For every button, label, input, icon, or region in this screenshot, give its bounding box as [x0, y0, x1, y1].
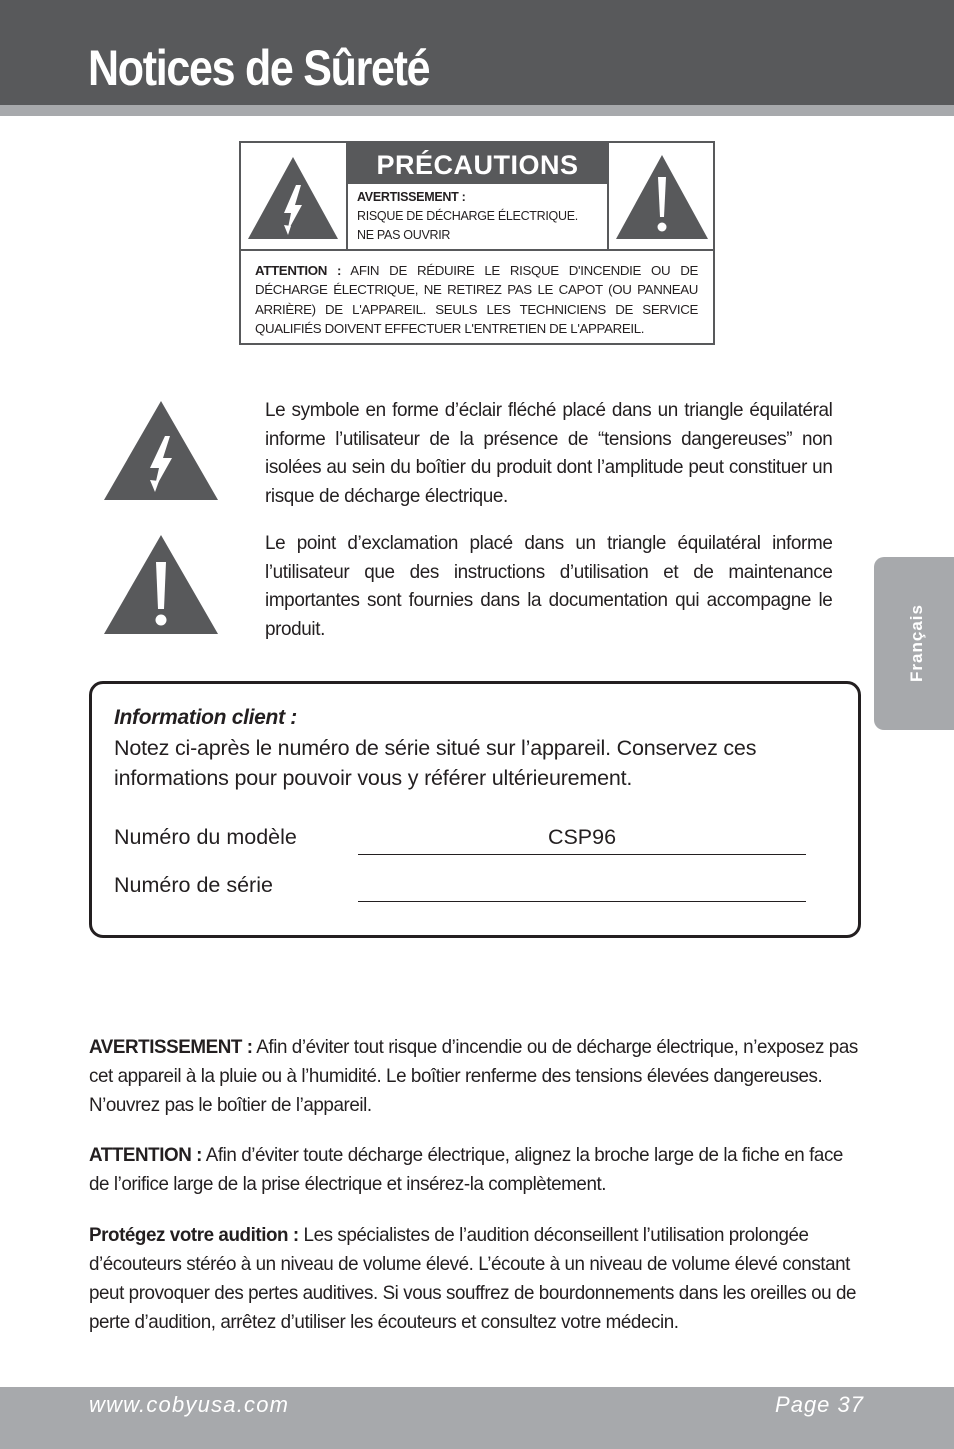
notice-warning-text: Afin d’éviter tout risque d’incendie ou de décharge électrique, n’exposez pas cet appareil à la pluie ou à l’humidité. Le boîtier renferme des tensions élevées dangereuses. N’ouvrez pas le boîtier de l’appareil.: [89, 1036, 858, 1116]
lightning-triangle-icon: [246, 155, 340, 241]
precaution-attention: [255, 261, 698, 339]
notice-hearing-text: Les spécialistes de l’audition déconseillent l’utilisation prolongée d’écouteurs stéréo à un niveau de volume élevé. L’écoute à un niveau de volume élevé constant peut provoquer des pertes auditives. Si vous souffrez de bourdonnements dans les oreilles ou de perte d’audition, arrêtez d’utiliser les écouteurs et consultez votre médecin.: [89, 1224, 857, 1333]
precaution-exclamation-cell: [607, 143, 715, 251]
notice-hearing-label: Protégez votre audition :: [89, 1224, 299, 1246]
notice-attention-text: Afin d’éviter toute décharge électrique, alignez la broche large de la fiche en face de l’orifice large de la prise électrique et insérez-la complètement.: [89, 1144, 843, 1195]
footer-page-number: Page 37: [775, 1392, 864, 1417]
notice-warning: [89, 1033, 861, 1120]
notice-warning-label: AVERTISSEMENT :: [89, 1036, 253, 1058]
page-title: Notices de Sûreté: [88, 40, 430, 96]
customer-info-box: [89, 681, 861, 938]
notice-hearing: [89, 1221, 861, 1337]
precaution-warning: [348, 184, 607, 251]
footer-bar: [0, 1387, 954, 1449]
lightning-symbol-description: Le symbole en forme d’éclair fléché placé dans un triangle équilatéral informe l’utilisateur de la présence de “tensions dangereuses” non isolées au sein du boîtier du produit dont l’amplitude peut constituer un risque de décharge électrique.: [265, 399, 833, 507]
exclamation-triangle-icon: [614, 153, 710, 241]
precaution-warning-title: AVERTISSEMENT :: [357, 190, 466, 204]
exclamation-triangle-icon: [104, 534, 218, 634]
precaution-warning-line2: NE PAS OUVRIR: [357, 228, 451, 242]
model-number-label: Numéro du modèle: [114, 825, 297, 849]
footer-website-link[interactable]: www.cobyusa.com: [89, 1392, 290, 1417]
model-number-line: [358, 854, 806, 855]
precaution-heading: PRÉCAUTIONS: [348, 143, 607, 184]
serial-number-label: Numéro de série: [114, 873, 273, 897]
precaution-attention-label: ATTENTION :: [255, 263, 342, 278]
notice-attention-label: ATTENTION :: [89, 1144, 202, 1166]
precaution-warning-line1: RISQUE DE DÉCHARGE ÉLECTRIQUE.: [357, 209, 578, 223]
serial-number-line: [358, 901, 806, 902]
language-tab[interactable]: [874, 557, 954, 730]
customer-info-description: Notez ci-après le numéro de série situé sur l’appareil. Conservez ces informations pour pouvoir vous y référer ultérieurement.: [114, 736, 757, 790]
customer-info-title: Information client :: [114, 706, 298, 729]
precaution-attention-text: AFIN DE RÉDUIRE LE RISQUE D'INCENDIE OU DE DÉCHARGE ÉLECTRIQUE, NE RETIREZ PAS LE CAPOT (OU PANNEAU ARRIÈRE) DE L'APPAREIL. SEULS LES TECHNICIENS DE SERVICE QUALIFIÉS DOIVENT EFFECTUER L'ENTRETIEN DE L'APPAREIL.: [255, 263, 698, 337]
exclamation-symbol-description: Le point d’exclamation placé dans un triangle équilatéral informe l’utilisateur que des instructions d’utilisation et de maintenance importantes sont fournies dans la documentation qui accompagne le produit.: [265, 532, 833, 640]
model-number-value: CSP96: [547, 825, 617, 849]
header-rule: [0, 105, 954, 116]
precaution-label: [239, 141, 715, 345]
precaution-lightning-cell: [241, 143, 348, 251]
language-tab-label: Français: [907, 604, 926, 682]
notice-attention: [89, 1141, 861, 1199]
lightning-triangle-icon: [104, 400, 218, 500]
header-bar: [0, 0, 954, 105]
